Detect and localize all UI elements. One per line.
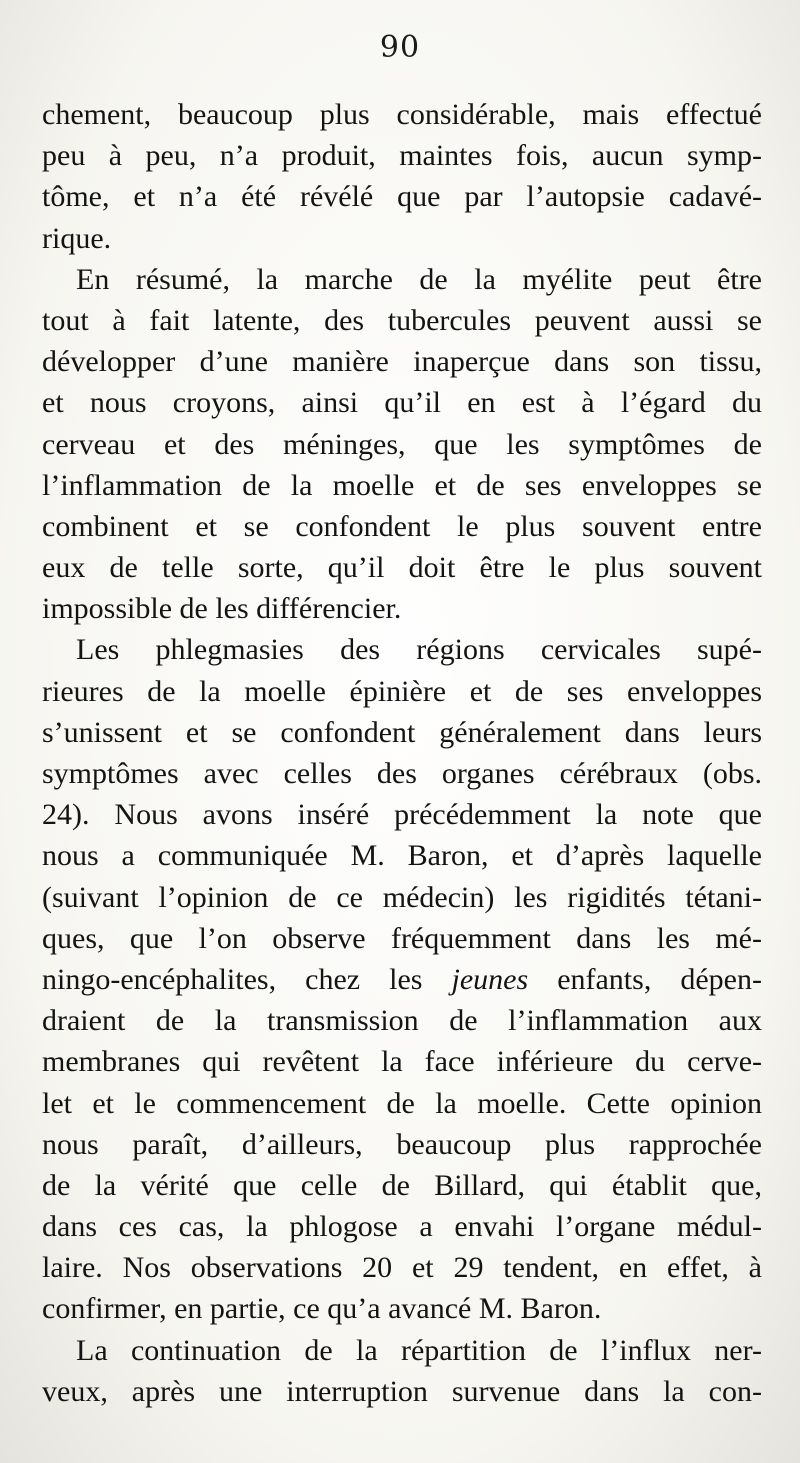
text-line: 24). Nous avons inséré précédemment la note que [42,798,762,832]
text-line: tout à fait latente, des tubercules peuvent aussi se [42,303,762,337]
text-line: combinent et se confondent le plus souvent entre [42,509,762,543]
text-line: eux de telle sorte, qu’il doit être le plus souvent [42,551,762,585]
text-line: cerveau et des méninges, que les symptômes de [42,427,762,461]
text-line: laire. Nos observations 20 et 29 tendent, en effet, à [42,1251,762,1285]
text-line: développer d’une manière inaperçue dans son tissu, [42,345,762,379]
text-line: confirmer, en partie, ce qu’a avancé M. Baron. [42,1292,602,1326]
text-body [42,94,762,1412]
paragraph [42,1330,762,1412]
text-line: let et le commencement de la moelle. Cette opinion [42,1086,762,1120]
text-line: En résumé, la marche de la myélite peut être [76,262,762,296]
paragraph [42,94,762,259]
paragraph [42,259,762,630]
text-line: ningo-encéphalites, chez les jeunes enfants, dépen- [42,962,762,996]
text-line: draient de la transmission de l’inflammation aux [42,1004,762,1038]
text-line: dans ces cas, la phlogose a envahi l’organe médul- [42,1210,762,1244]
page-number: 90 [379,30,421,65]
paragraph [42,629,762,1329]
text-line: nous a communiquée M. Baron, et d’après laquelle [42,839,762,873]
text-line: l’inflammation de la moelle et de ses enveloppes se [42,468,762,502]
text-line: et nous croyons, ainsi qu’il en est à l’égard du [42,386,762,420]
text-line: (suivant l’opinion de ce médecin) les rigidités tétani- [42,880,762,914]
italic-word: jeunes [451,962,529,996]
text-line: symptômes avec celles des organes cérébraux (obs. [42,757,762,790]
text-line: Les phlegmasies des régions cervicales supé- [76,633,762,667]
text-line: tôme, et n’a été révélé que par l’autopsie cadavé- [42,180,762,214]
text-line: rique. [42,221,112,255]
text-line: de la vérité que celle de Billard, qui établit que, [42,1168,762,1202]
text-line: nous paraît, d’ailleurs, beaucoup plus rapprochée [42,1127,762,1161]
text-line: peu à peu, n’a produit, maintes fois, aucun symp- [42,139,762,173]
text-line: ques, que l’on observe fréquemment dans les mé- [42,921,762,955]
text-line: membranes qui revêtent la face inférieure du cerve- [42,1045,762,1079]
text-line: chement, beaucoup plus considérable, mais effectué [42,98,762,131]
text-line: La continuation de la répartition de l’influx ner- [76,1333,762,1367]
text-line: s’unissent et se confondent généralement dans leurs [42,715,762,749]
text-line: veux, après une interruption survenue dans la con- [42,1374,762,1408]
text-line: rieures de la moelle épinière et de ses enveloppes [42,674,762,708]
text-line: impossible de les différencier. [42,592,402,626]
